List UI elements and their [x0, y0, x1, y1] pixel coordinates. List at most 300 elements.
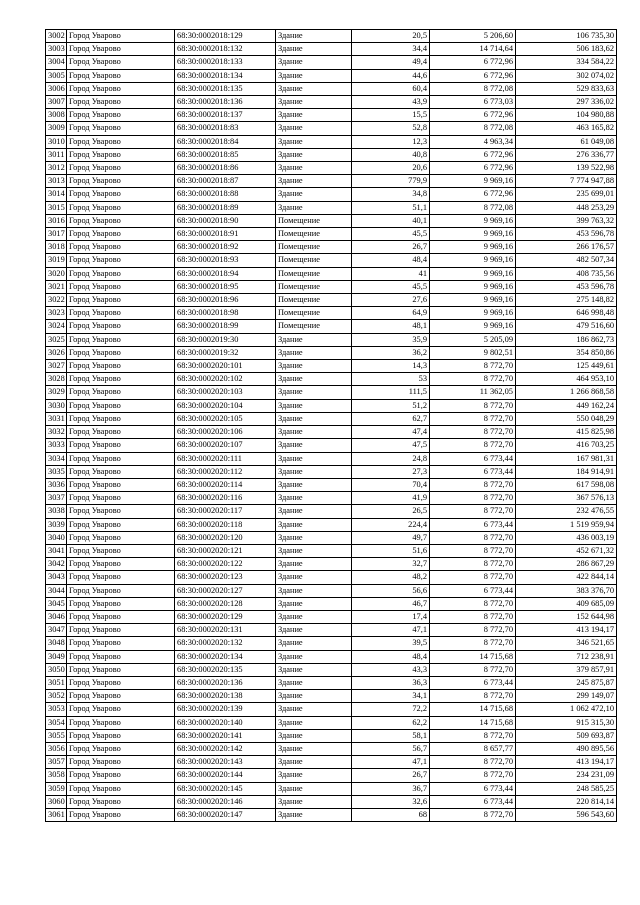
cadastral-value-cell: 915 315,30 [516, 716, 617, 729]
area-cell: 36,3 [352, 676, 430, 689]
area-cell: 47,1 [352, 756, 430, 769]
specific-value-cell: 8 772,70 [430, 624, 516, 637]
cadastral-number-cell: 68:30:0002020:101 [175, 360, 276, 373]
settlement-name-cell: Город Уварово [67, 769, 175, 782]
row-number-cell: 3029 [46, 386, 67, 399]
cadastral-number-cell: 68:30:0002020:112 [175, 465, 276, 478]
settlement-name-cell: Город Уварово [67, 531, 175, 544]
cadastral-value-cell: 529 833,63 [516, 82, 617, 95]
table-row [46, 782, 617, 795]
table-row [46, 492, 617, 505]
specific-value-cell: 6 773,44 [430, 676, 516, 689]
row-number-cell: 3003 [46, 43, 67, 56]
object-type-cell: Здание [276, 782, 352, 795]
table-row [46, 30, 617, 43]
specific-value-cell: 6 772,96 [430, 148, 516, 161]
table-row [46, 742, 617, 755]
settlement-name-cell: Город Уварово [67, 333, 175, 346]
settlement-name-cell: Город Уварово [67, 703, 175, 716]
cadastral-number-cell: 68:30:0002020:139 [175, 703, 276, 716]
cadastral-number-cell: 68:30:0002018:136 [175, 96, 276, 109]
table-row [46, 716, 617, 729]
table-row [46, 544, 617, 557]
cadastral-value-cell: 416 703,25 [516, 439, 617, 452]
row-number-cell: 3021 [46, 280, 67, 293]
table-row [46, 465, 617, 478]
row-number-cell: 3005 [46, 69, 67, 82]
specific-value-cell: 8 772,70 [430, 544, 516, 557]
cadastral-value-cell: 646 998,48 [516, 307, 617, 320]
cadastral-number-cell: 68:30:0002020:131 [175, 624, 276, 637]
cadastral-number-cell: 68:30:0002018:137 [175, 109, 276, 122]
table-row [46, 663, 617, 676]
object-type-cell: Здание [276, 795, 352, 808]
row-number-cell: 3036 [46, 478, 67, 491]
specific-value-cell: 8 772,70 [430, 690, 516, 703]
cadastral-value-cell: 399 763,32 [516, 214, 617, 227]
specific-value-cell: 9 969,16 [430, 267, 516, 280]
object-type-cell: Здание [276, 610, 352, 623]
area-cell: 70,4 [352, 478, 430, 491]
cadastral-value-cell: 266 176,57 [516, 241, 617, 254]
table-row [46, 148, 617, 161]
area-cell: 17,4 [352, 610, 430, 623]
area-cell: 26,7 [352, 769, 430, 782]
row-number-cell: 3034 [46, 452, 67, 465]
cadastral-value-cell: 550 048,29 [516, 412, 617, 425]
table-row [46, 597, 617, 610]
object-type-cell: Здание [276, 637, 352, 650]
row-number-cell: 3013 [46, 175, 67, 188]
specific-value-cell: 8 772,70 [430, 571, 516, 584]
cadastral-number-cell: 68:30:0002020:138 [175, 690, 276, 703]
cadastral-number-cell: 68:30:0002020:116 [175, 492, 276, 505]
table-row [46, 795, 617, 808]
area-cell: 36,7 [352, 782, 430, 795]
area-cell: 779,9 [352, 175, 430, 188]
cadastral-value-cell: 125 449,61 [516, 360, 617, 373]
specific-value-cell: 9 969,16 [430, 307, 516, 320]
cadastral-number-cell: 68:30:0002020:140 [175, 716, 276, 729]
cadastral-value-cell: 334 584,22 [516, 56, 617, 69]
object-type-cell: Здание [276, 690, 352, 703]
area-cell: 224,4 [352, 518, 430, 531]
cadastral-value-cell: 509 693,87 [516, 729, 617, 742]
cadastral-number-cell: 68:30:0002020:120 [175, 531, 276, 544]
object-type-cell: Помещение [276, 307, 352, 320]
row-number-cell: 3049 [46, 650, 67, 663]
cadastral-number-cell: 68:30:0002018:87 [175, 175, 276, 188]
table-row [46, 241, 617, 254]
settlement-name-cell: Город Уварово [67, 650, 175, 663]
area-cell: 24,8 [352, 452, 430, 465]
settlement-name-cell: Город Уварово [67, 558, 175, 571]
specific-value-cell: 8 772,70 [430, 531, 516, 544]
specific-value-cell: 14 715,68 [430, 650, 516, 663]
object-type-cell: Помещение [276, 280, 352, 293]
area-cell: 27,6 [352, 294, 430, 307]
settlement-name-cell: Город Уварово [67, 426, 175, 439]
row-number-cell: 3038 [46, 505, 67, 518]
table-row [46, 412, 617, 425]
object-type-cell: Здание [276, 360, 352, 373]
specific-value-cell: 9 802,51 [430, 346, 516, 359]
settlement-name-cell: Город Уварово [67, 518, 175, 531]
specific-value-cell: 14 715,68 [430, 716, 516, 729]
object-type-cell: Здание [276, 531, 352, 544]
specific-value-cell: 8 772,70 [430, 808, 516, 821]
row-number-cell: 3039 [46, 518, 67, 531]
row-number-cell: 3030 [46, 399, 67, 412]
area-cell: 56,6 [352, 584, 430, 597]
area-cell: 68 [352, 808, 430, 821]
settlement-name-cell: Город Уварово [67, 624, 175, 637]
object-type-cell: Помещение [276, 228, 352, 241]
cadastral-number-cell: 68:30:0002018:135 [175, 82, 276, 95]
table-row [46, 518, 617, 531]
object-type-cell: Здание [276, 663, 352, 676]
area-cell: 32,6 [352, 795, 430, 808]
object-type-cell: Здание [276, 676, 352, 689]
table-row [46, 610, 617, 623]
settlement-name-cell: Город Уварово [67, 571, 175, 584]
object-type-cell: Здание [276, 175, 352, 188]
area-cell: 20,6 [352, 162, 430, 175]
table-row [46, 584, 617, 597]
table-row [46, 135, 617, 148]
area-cell: 51,1 [352, 201, 430, 214]
row-number-cell: 3045 [46, 597, 67, 610]
cadastral-number-cell: 68:30:0002018:92 [175, 241, 276, 254]
cadastral-number-cell: 68:30:0002020:123 [175, 571, 276, 584]
table-row [46, 267, 617, 280]
cadastral-value-cell: 436 003,19 [516, 531, 617, 544]
area-cell: 51,6 [352, 544, 430, 557]
cadastral-value-cell: 379 857,91 [516, 663, 617, 676]
settlement-name-cell: Город Уварово [67, 214, 175, 227]
row-number-cell: 3017 [46, 228, 67, 241]
row-number-cell: 3056 [46, 742, 67, 755]
settlement-name-cell: Город Уварово [67, 148, 175, 161]
cadastral-number-cell: 68:30:0002020:107 [175, 439, 276, 452]
row-number-cell: 3022 [46, 294, 67, 307]
object-type-cell: Здание [276, 439, 352, 452]
row-number-cell: 3008 [46, 109, 67, 122]
row-number-cell: 3061 [46, 808, 67, 821]
cadastral-value-cell: 104 980,88 [516, 109, 617, 122]
settlement-name-cell: Город Уварово [67, 122, 175, 135]
table-row [46, 624, 617, 637]
cadastral-number-cell: 68:30:0002018:85 [175, 148, 276, 161]
row-number-cell: 3016 [46, 214, 67, 227]
settlement-name-cell: Город Уварово [67, 56, 175, 69]
row-number-cell: 3026 [46, 346, 67, 359]
object-type-cell: Помещение [276, 214, 352, 227]
specific-value-cell: 11 362,05 [430, 386, 516, 399]
cadastral-number-cell: 68:30:0002019:32 [175, 346, 276, 359]
settlement-name-cell: Город Уварово [67, 386, 175, 399]
object-type-cell: Помещение [276, 241, 352, 254]
area-cell: 48,4 [352, 254, 430, 267]
cadastral-number-cell: 68:30:0002020:132 [175, 637, 276, 650]
object-type-cell: Здание [276, 703, 352, 716]
specific-value-cell: 8 772,70 [430, 439, 516, 452]
row-number-cell: 3007 [46, 96, 67, 109]
area-cell: 34,4 [352, 43, 430, 56]
cadastral-value-cell: 452 671,32 [516, 544, 617, 557]
settlement-name-cell: Город Уварово [67, 412, 175, 425]
cadastral-value-cell: 234 231,09 [516, 769, 617, 782]
settlement-name-cell: Город Уварово [67, 135, 175, 148]
cadastral-value-cell: 186 862,73 [516, 333, 617, 346]
object-type-cell: Помещение [276, 254, 352, 267]
cadastral-value-cell: 167 981,31 [516, 452, 617, 465]
area-cell: 62,7 [352, 412, 430, 425]
object-type-cell: Здание [276, 558, 352, 571]
cadastral-number-cell: 68:30:0002020:136 [175, 676, 276, 689]
specific-value-cell: 9 969,16 [430, 320, 516, 333]
settlement-name-cell: Город Уварово [67, 663, 175, 676]
cadastral-value-cell: 463 165,82 [516, 122, 617, 135]
object-type-cell: Здание [276, 452, 352, 465]
cadastral-value-cell: 422 844,14 [516, 571, 617, 584]
area-cell: 27,3 [352, 465, 430, 478]
area-cell: 43,3 [352, 663, 430, 676]
row-number-cell: 3024 [46, 320, 67, 333]
row-number-cell: 3050 [46, 663, 67, 676]
table-row [46, 439, 617, 452]
cadastral-value-cell: 286 867,29 [516, 558, 617, 571]
row-number-cell: 3011 [46, 148, 67, 161]
cadastral-number-cell: 68:30:0002018:86 [175, 162, 276, 175]
cadastral-value-cell: 449 162,24 [516, 399, 617, 412]
cadastral-number-cell: 68:30:0002020:118 [175, 518, 276, 531]
settlement-name-cell: Город Уварово [67, 544, 175, 557]
area-cell: 47,4 [352, 426, 430, 439]
row-number-cell: 3043 [46, 571, 67, 584]
settlement-name-cell: Город Уварово [67, 478, 175, 491]
object-type-cell: Здание [276, 162, 352, 175]
object-type-cell: Помещение [276, 267, 352, 280]
area-cell: 48,4 [352, 650, 430, 663]
area-cell: 20,5 [352, 30, 430, 43]
row-number-cell: 3019 [46, 254, 67, 267]
settlement-name-cell: Город Уварово [67, 175, 175, 188]
cadastral-number-cell: 68:30:0002020:135 [175, 663, 276, 676]
cadastral-value-cell: 299 149,07 [516, 690, 617, 703]
area-cell: 43,9 [352, 96, 430, 109]
table-row [46, 56, 617, 69]
cadastral-value-cell: 139 522,98 [516, 162, 617, 175]
cadastral-value-cell: 7 774 947,88 [516, 175, 617, 188]
area-cell: 53 [352, 373, 430, 386]
area-cell: 34,1 [352, 690, 430, 703]
cadastral-number-cell: 68:30:0002018:98 [175, 307, 276, 320]
settlement-name-cell: Город Уварово [67, 69, 175, 82]
specific-value-cell: 14 714,64 [430, 43, 516, 56]
cadastral-number-cell: 68:30:0002018:132 [175, 43, 276, 56]
row-number-cell: 3041 [46, 544, 67, 557]
table-row [46, 280, 617, 293]
cadastral-value-cell: 464 953,10 [516, 373, 617, 386]
table-row [46, 399, 617, 412]
settlement-name-cell: Город Уварово [67, 201, 175, 214]
cadastral-number-cell: 68:30:0002018:83 [175, 122, 276, 135]
settlement-name-cell: Город Уварово [67, 597, 175, 610]
area-cell: 41,9 [352, 492, 430, 505]
settlement-name-cell: Город Уварово [67, 452, 175, 465]
cadastral-number-cell: 68:30:0002018:96 [175, 294, 276, 307]
settlement-name-cell: Город Уварово [67, 373, 175, 386]
area-cell: 40,1 [352, 214, 430, 227]
settlement-name-cell: Город Уварово [67, 782, 175, 795]
cadastral-number-cell: 68:30:0002020:147 [175, 808, 276, 821]
settlement-name-cell: Город Уварово [67, 96, 175, 109]
area-cell: 26,5 [352, 505, 430, 518]
cadastral-value-cell: 275 148,82 [516, 294, 617, 307]
cadastral-number-cell: 68:30:0002020:114 [175, 478, 276, 491]
area-cell: 49,4 [352, 56, 430, 69]
table-row [46, 307, 617, 320]
settlement-name-cell: Город Уварово [67, 399, 175, 412]
settlement-name-cell: Город Уварово [67, 43, 175, 56]
row-number-cell: 3053 [46, 703, 67, 716]
area-cell: 36,2 [352, 346, 430, 359]
object-type-cell: Здание [276, 426, 352, 439]
specific-value-cell: 14 715,68 [430, 703, 516, 716]
specific-value-cell: 6 773,44 [430, 584, 516, 597]
specific-value-cell: 8 772,70 [430, 637, 516, 650]
area-cell: 34,8 [352, 188, 430, 201]
area-cell: 62,2 [352, 716, 430, 729]
specific-value-cell: 8 772,70 [430, 729, 516, 742]
table-row [46, 703, 617, 716]
table-row [46, 756, 617, 769]
cadastral-number-cell: 68:30:0002020:111 [175, 452, 276, 465]
cadastral-number-cell: 68:30:0002020:104 [175, 399, 276, 412]
settlement-name-cell: Город Уварово [67, 729, 175, 742]
table-row [46, 478, 617, 491]
specific-value-cell: 8 772,70 [430, 597, 516, 610]
settlement-name-cell: Город Уварово [67, 280, 175, 293]
table-row [46, 69, 617, 82]
area-cell: 35,9 [352, 333, 430, 346]
table-row [46, 346, 617, 359]
settlement-name-cell: Город Уварово [67, 584, 175, 597]
cadastral-value-cell: 1 519 959,94 [516, 518, 617, 531]
object-type-cell: Здание [276, 188, 352, 201]
cadastral-value-cell: 248 585,25 [516, 782, 617, 795]
cadastral-number-cell: 68:30:0002020:146 [175, 795, 276, 808]
cadastral-value-cell: 235 699,01 [516, 188, 617, 201]
row-number-cell: 3051 [46, 676, 67, 689]
specific-value-cell: 6 773,44 [430, 518, 516, 531]
area-cell: 15,5 [352, 109, 430, 122]
cadastral-value-cell: 453 596,78 [516, 228, 617, 241]
cadastral-number-cell: 68:30:0002020:122 [175, 558, 276, 571]
table-row [46, 122, 617, 135]
table-row [46, 769, 617, 782]
area-cell: 51,2 [352, 399, 430, 412]
object-type-cell: Здание [276, 333, 352, 346]
row-number-cell: 3033 [46, 439, 67, 452]
cadastral-number-cell: 68:30:0002020:128 [175, 597, 276, 610]
specific-value-cell: 8 772,70 [430, 426, 516, 439]
object-type-cell: Здание [276, 478, 352, 491]
cadastral-value-cell: 152 644,98 [516, 610, 617, 623]
specific-value-cell: 4 963,34 [430, 135, 516, 148]
specific-value-cell: 8 772,70 [430, 610, 516, 623]
cadastral-value-cell: 1 062 472,10 [516, 703, 617, 716]
table-row [46, 82, 617, 95]
object-type-cell: Здание [276, 492, 352, 505]
cadastral-value-cell: 490 895,56 [516, 742, 617, 755]
table-row [46, 571, 617, 584]
settlement-name-cell: Город Уварово [67, 109, 175, 122]
specific-value-cell: 8 657,77 [430, 742, 516, 755]
cadastral-value-cell: 346 521,65 [516, 637, 617, 650]
cadastral-value-cell: 482 507,34 [516, 254, 617, 267]
settlement-name-cell: Город Уварово [67, 294, 175, 307]
table-row [46, 188, 617, 201]
row-number-cell: 3018 [46, 241, 67, 254]
cadastral-number-cell: 68:30:0002018:99 [175, 320, 276, 333]
cadastral-number-cell: 68:30:0002018:90 [175, 214, 276, 227]
row-number-cell: 3060 [46, 795, 67, 808]
table-row [46, 109, 617, 122]
object-type-cell: Здание [276, 544, 352, 557]
table-row [46, 254, 617, 267]
table-row [46, 96, 617, 109]
settlement-name-cell: Город Уварово [67, 360, 175, 373]
area-cell: 58,1 [352, 729, 430, 742]
specific-value-cell: 6 772,96 [430, 109, 516, 122]
cadastral-number-cell: 68:30:0002020:134 [175, 650, 276, 663]
object-type-cell: Здание [276, 650, 352, 663]
area-cell: 72,2 [352, 703, 430, 716]
cadastral-value-cell: 383 376,70 [516, 584, 617, 597]
object-type-cell: Здание [276, 82, 352, 95]
settlement-name-cell: Город Уварово [67, 439, 175, 452]
cadastral-number-cell: 68:30:0002018:129 [175, 30, 276, 43]
cadastral-value-cell: 409 685,09 [516, 597, 617, 610]
cadastral-number-cell: 68:30:0002020:102 [175, 373, 276, 386]
row-number-cell: 3042 [46, 558, 67, 571]
area-cell: 12,3 [352, 135, 430, 148]
area-cell: 64,9 [352, 307, 430, 320]
specific-value-cell: 8 772,70 [430, 558, 516, 571]
specific-value-cell: 6 773,44 [430, 795, 516, 808]
cadastral-number-cell: 68:30:0002018:89 [175, 201, 276, 214]
specific-value-cell: 9 969,16 [430, 175, 516, 188]
object-type-cell: Здание [276, 386, 352, 399]
specific-value-cell: 8 772,70 [430, 505, 516, 518]
table-row [46, 201, 617, 214]
object-type-cell: Здание [276, 399, 352, 412]
cadastral-value-cell: 367 576,13 [516, 492, 617, 505]
settlement-name-cell: Город Уварово [67, 795, 175, 808]
specific-value-cell: 8 772,70 [430, 373, 516, 386]
cadastral-value-cell: 596 543,60 [516, 808, 617, 821]
object-type-cell: Здание [276, 201, 352, 214]
area-cell: 111,5 [352, 386, 430, 399]
area-cell: 60,4 [352, 82, 430, 95]
row-number-cell: 3015 [46, 201, 67, 214]
cadastral-value-cell: 617 598,08 [516, 478, 617, 491]
settlement-name-cell: Город Уварово [67, 505, 175, 518]
row-number-cell: 3047 [46, 624, 67, 637]
specific-value-cell: 8 772,70 [430, 756, 516, 769]
